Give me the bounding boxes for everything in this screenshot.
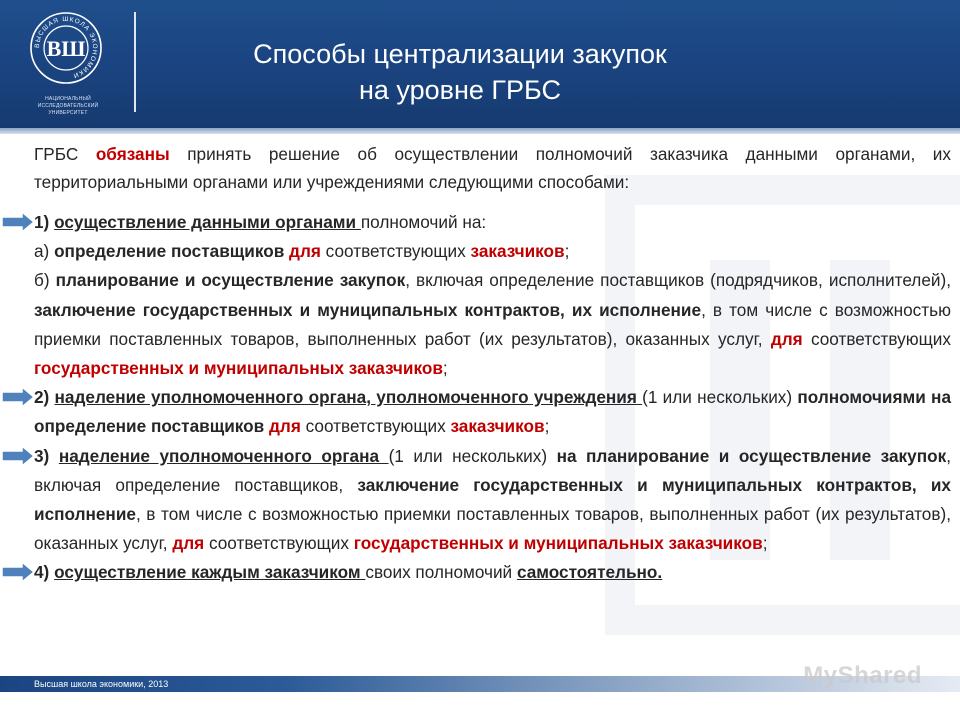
slide-header (0, 0, 960, 128)
logo-caption: НАЦИОНАЛЬНЫЙ ИССЛЕДОВАТЕЛЬСКИЙ УНИВЕРСИТЕТ (37, 96, 99, 116)
slide-body (34, 140, 951, 588)
footer-copyright: Высшая школа экономики, 2013 (34, 679, 169, 689)
svg-text:ВШ: ВШ (46, 36, 86, 61)
list-item: 2) наделение уполномоченного органа, уполномоченного учреждения (1 или нескольких) полномочиями на определение поставщиков для соответствующих заказчиков; (34, 383, 951, 441)
list-item: 1) осуществление данными органами полномочий на: а) определение поставщиков для соответствующих заказчиков; б) планирование и осуществление закупок, включая определение поставщиков (подрядчиков, исполнителей), заключение государственных и муниципальных контрактов, их исполнение, в том числе с возможностью приемки поставленных товаров, выполненных работ (их результатов), оказанных услуг, для соответствующих государственных и муниципальных заказчиков; (34, 208, 951, 383)
header-underline (0, 128, 960, 134)
brand-watermark: MyShared (803, 662, 922, 689)
intro-paragraph: ГРБС обязаны принять решение об осуществлении полномочий заказчика данными органами, их территориальными органами или учреждениями следующими способами: (34, 144, 951, 192)
hse-logo-icon (30, 12, 102, 84)
list-item: 3) наделение уполномоченного органа (1 или нескольких) на планирование и осуществление закупок, включая определение поставщиков, заключение государственных и муниципальных контрактов, их исполнение, в том числе с возможностью приемки поставленных товаров, выполненных работ (их результатов), оказанных услуг, для соответствующих государственных и муниципальных заказчиков; (34, 442, 951, 559)
header-divider (134, 12, 136, 112)
list-item: 4) осуществление каждым заказчиком своих полномочий самостоятельно. (34, 558, 951, 587)
page-title: Способы централизации закупок на уровне ГРБС (253, 39, 667, 105)
arrow-right-icon (0, 211, 36, 233)
arrow-right-icon (0, 386, 36, 408)
arrow-right-icon (0, 445, 36, 467)
svg-text:ВЫСШАЯ ШКОЛА ЭКОНОМИКИ: ВЫСШАЯ ШКОЛА ЭКОНОМИКИ (33, 15, 99, 80)
arrow-right-icon (0, 561, 36, 583)
